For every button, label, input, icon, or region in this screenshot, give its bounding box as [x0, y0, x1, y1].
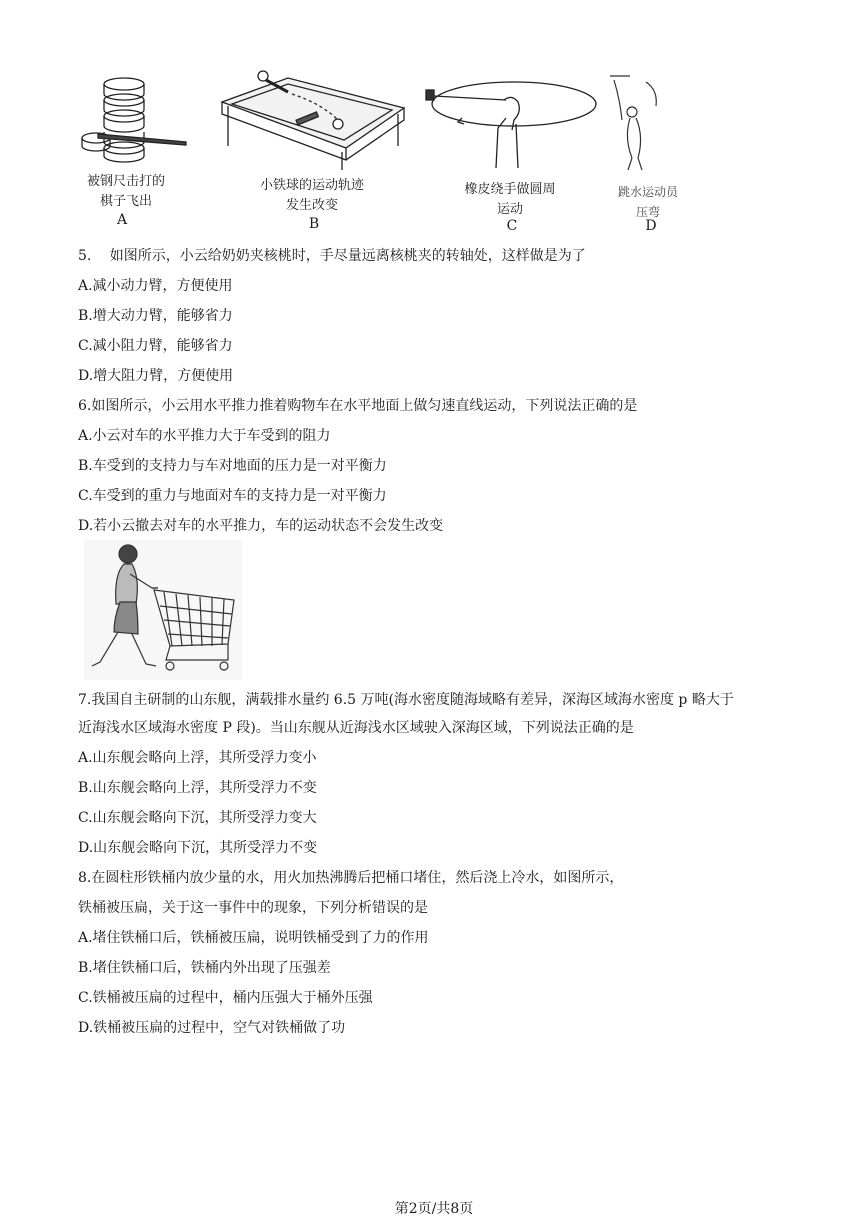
figure-d-caption: 跳水运动员 压弯: [617, 185, 678, 219]
question-8-option-c: C.铁桶被压扁的过程中，桶内压强大于桶外压强: [78, 990, 373, 1006]
question-7-option-b: B.山东舰会略向上浮，其所受浮力不变: [78, 780, 317, 796]
figure-a-letter: A: [116, 212, 128, 228]
question-6-option-b: B.车受到的支持力与车对地面的压力是一对平衡力: [78, 458, 387, 474]
question-6-option-d: D.若小云撤去对车的水平推力，车的运动状态不会发生改变: [78, 518, 444, 534]
figure-shopping-cart: [84, 540, 242, 680]
question-7-stem-line-2: 近海浅水区域海水密度 P 段)。当山东舰从近海浅水区域驶入深海区域，下列说法正确的是: [78, 720, 634, 736]
page-number-footer: 第2页/共8页: [394, 1201, 474, 1217]
question-7-stem-line-1: 7.我国自主研制的山东舰，满载排水量约 6.5 万吨(海水密度随海域略有差异，深海区域海水密度 p 略大于: [78, 692, 734, 708]
figure-b-letter: B: [308, 216, 320, 232]
question-8-stem-line-2: 铁桶被压扁，关于这一事件中的现象，下列分析错误的是: [78, 900, 428, 916]
figure-c-eraser-circle: [420, 78, 598, 174]
question-7-option-a: A.山东舰会略向上浮，其所受浮力变小: [78, 750, 317, 766]
figure-c-letter: C: [506, 218, 518, 234]
question-6-option-a: A.小云对车的水平推力大于车受到的阻力: [78, 428, 331, 444]
question-8-option-b: B.堵住铁桶口后，铁桶内外出现了压强差: [78, 960, 331, 976]
question-8-stem-line-1: 8.在圆柱形铁桶内放少量的水，用火加热沸腾后把桶口堵住，然后浇上冷水，如图所示，: [78, 870, 624, 886]
question-7-option-d: D.山东舰会略向下沉，其所受浮力不变: [78, 840, 318, 856]
question-5-option-b: B.增大动力臂，能够省力: [78, 308, 233, 324]
figure-c-caption: 橡皮绕手做圆周 运动: [464, 182, 556, 217]
question-8-option-d: D.铁桶被压扁的过程中，空气对铁桶做了功: [78, 1020, 346, 1036]
figure-a-caption: 被钢尺击打的 棋子飞出: [86, 174, 165, 209]
question-8-option-a: A.堵住铁桶口后，铁桶被压扁，说明铁桶受到了力的作用: [78, 930, 429, 946]
question-6-stem: 6.如图所示，小云用水平推力推着购物车在水平地面上做匀速直线运动，下列说法正确的是: [78, 398, 638, 414]
figure-d-diver: [606, 72, 670, 176]
question-5-option-d: D.增大阻力臂，方便使用: [78, 368, 234, 384]
figure-b-caption: 小铁球的运动轨迹 发生改变: [259, 178, 364, 213]
question-5-option-c: C.减小阻力臂，能够省力: [78, 338, 233, 354]
question-7-option-c: C.山东舰会略向下沉，其所受浮力变大: [78, 810, 317, 826]
figure-d-letter: D: [645, 218, 657, 234]
question-6-option-c: C.车受到的重力与地面对车的支持力是一对平衡力: [78, 488, 387, 504]
figure-a-chess-pieces: [78, 72, 190, 168]
question-5-option-a: A.减小动力臂，方便使用: [78, 278, 233, 294]
question-5-stem: 5. 如图所示，小云给奶奶夹核桃时，手尽量远离核桃夹的转轴处，这样做是为了: [78, 248, 586, 264]
figure-b-iron-ball-track: [218, 68, 408, 172]
